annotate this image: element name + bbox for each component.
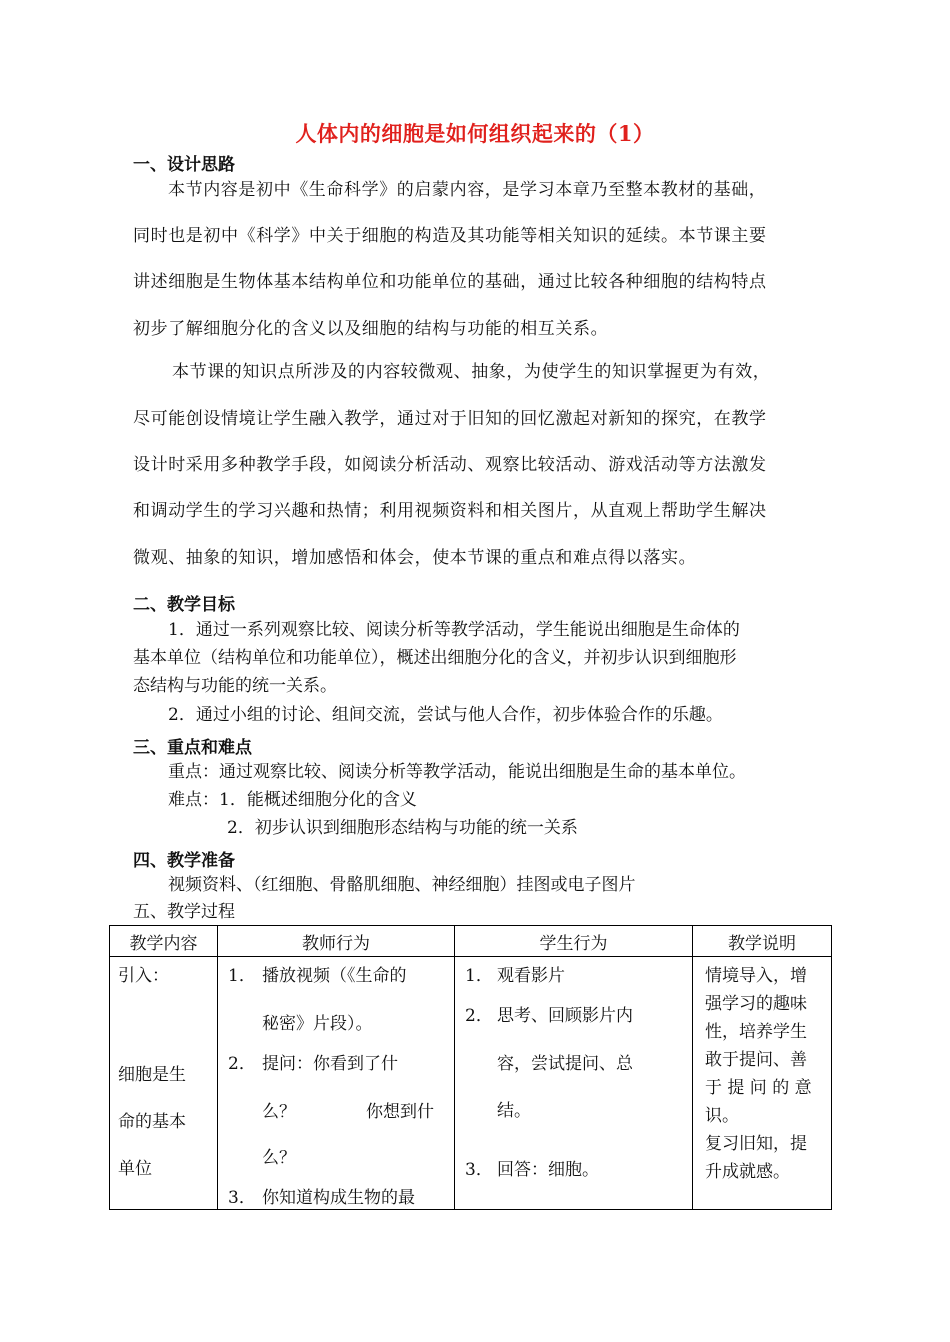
paragraph-line: 1．通过一系列观察比较、阅读分析等教学活动，学生能说出细胞是生命体的 [168,620,740,640]
cell-line: 观看影片 [497,966,565,986]
cell-line: 强学习的趣味 [705,994,807,1014]
paragraph-line: 基本单位（结构单位和功能单位），概述出细胞分化的含义，并初步认识到细胞形 [133,648,737,668]
cell-line: 单位 [118,1159,152,1179]
cell-line: 识。 [705,1106,739,1126]
paragraph-line: 本节内容是初中《生命科学》的启蒙内容，是学习本章乃至整本教材的基础， [168,180,767,200]
paragraph-line: 尽可能创设情境让学生融入教学，通过对于旧知的回忆激起对新知的探究，在教学 [133,409,767,429]
list-number: 2． [228,1054,256,1074]
cell-line: 细胞是生 [118,1065,186,1085]
cell-line: 性，培养学生 [705,1022,807,1042]
paragraph-line: 本节课的知识点所涉及的内容较微观、抽象，为使学生的知识掌握更为有效， [172,362,771,382]
paragraph-line: 设计时采用多种教学手段，如阅读分析活动、观察比较活动、游戏活动等方法激发 [133,455,767,475]
section-heading-design: 一、设计思路 [133,155,235,175]
cell-line: 命的基本 [118,1112,186,1132]
list-number: 1． [465,966,493,986]
cell-line: 于 提 问 的 意 [705,1078,812,1098]
paragraph-line: 微观、抽象的知识，增加感悟和体会，使本节课的重点和难点得以落实。 [133,548,697,568]
list-number: 2． [465,1006,493,1026]
table-cell-notes [693,957,832,1210]
paragraph-line: 和调动学生的学习兴趣和热情；利用视频资料和相关图片，从直观上帮助学生解决 [133,501,767,521]
section-heading-preparation: 四、教学准备 [133,851,235,871]
teaching-process-table [109,925,832,1210]
cell-line: 秘密》片段）。 [262,1014,373,1034]
cell-line: 回答：细胞。 [497,1160,599,1180]
section-heading-objectives: 二、教学目标 [133,595,235,615]
paragraph-line: 同时也是初中《科学》中关于细胞的构造及其功能等相关知识的延续。本节课主要 [133,226,767,246]
cell-line: 你想到什 [366,1102,434,1122]
table-header-cell: 教师行为 [218,926,455,957]
paragraph-line: 态结构与功能的统一关系。 [133,676,337,696]
table-header-cell: 学生行为 [455,926,693,957]
cell-line: 么？ [262,1102,296,1122]
cell-line: 引入： [118,966,169,986]
cell-line: 么？ [262,1148,296,1168]
cell-line: 思考、回顾影片内 [497,1006,633,1026]
list-number: 3． [228,1188,256,1208]
table-row [110,957,832,1210]
cell-line: 升成就感。 [705,1162,790,1182]
table-header-cell: 教学说明 [693,926,832,957]
table-header-row [110,926,832,957]
table-cell-student [455,957,693,1210]
cell-line: 提问：你看到了什 [262,1054,398,1074]
list-number: 3． [465,1160,493,1180]
cell-line: 敢于提问、善 [705,1050,807,1070]
paragraph-line: 难点：1．能概述细胞分化的含义 [168,790,417,810]
section-heading-key-points: 三、重点和难点 [133,738,252,758]
table-cell-teacher [218,957,455,1210]
paragraph-line: 初步了解细胞分化的含义以及细胞的结构与功能的相互关系。 [133,319,609,339]
paragraph-line: 重点：通过观察比较、阅读分析等教学活动，能说出细胞是生命的基本单位。 [168,762,746,782]
cell-line: 结。 [497,1101,531,1121]
paragraph-line: 视频资料、（红细胞、骨骼肌细胞、神经细胞）挂图或电子图片 [168,875,636,895]
paragraph-line: 讲述细胞是生物体基本结构单位和功能单位的基础，通过比较各种细胞的结构特点 [133,272,767,292]
section-heading-process: 五、教学过程 [133,902,235,922]
table-cell-content [110,957,218,1210]
cell-line: 你知道构成生物的最 [262,1188,415,1208]
list-number: 1． [228,966,256,986]
cell-line: 复习旧知，提 [705,1134,807,1154]
cell-line: 情境导入，增 [705,966,807,986]
cell-line: 播放视频（《生命的 [262,966,407,986]
cell-line: 容，尝试提问、总 [497,1054,633,1074]
table-header-cell: 教学内容 [110,926,218,957]
paragraph-line: 2．通过小组的讨论、组间交流，尝试与他人合作，初步体验合作的乐趣。 [168,705,723,725]
paragraph-line: 2．初步认识到细胞形态结构与功能的统一关系 [227,818,578,838]
document-title: 人体内的细胞是如何组织起来的（1） [295,121,655,146]
